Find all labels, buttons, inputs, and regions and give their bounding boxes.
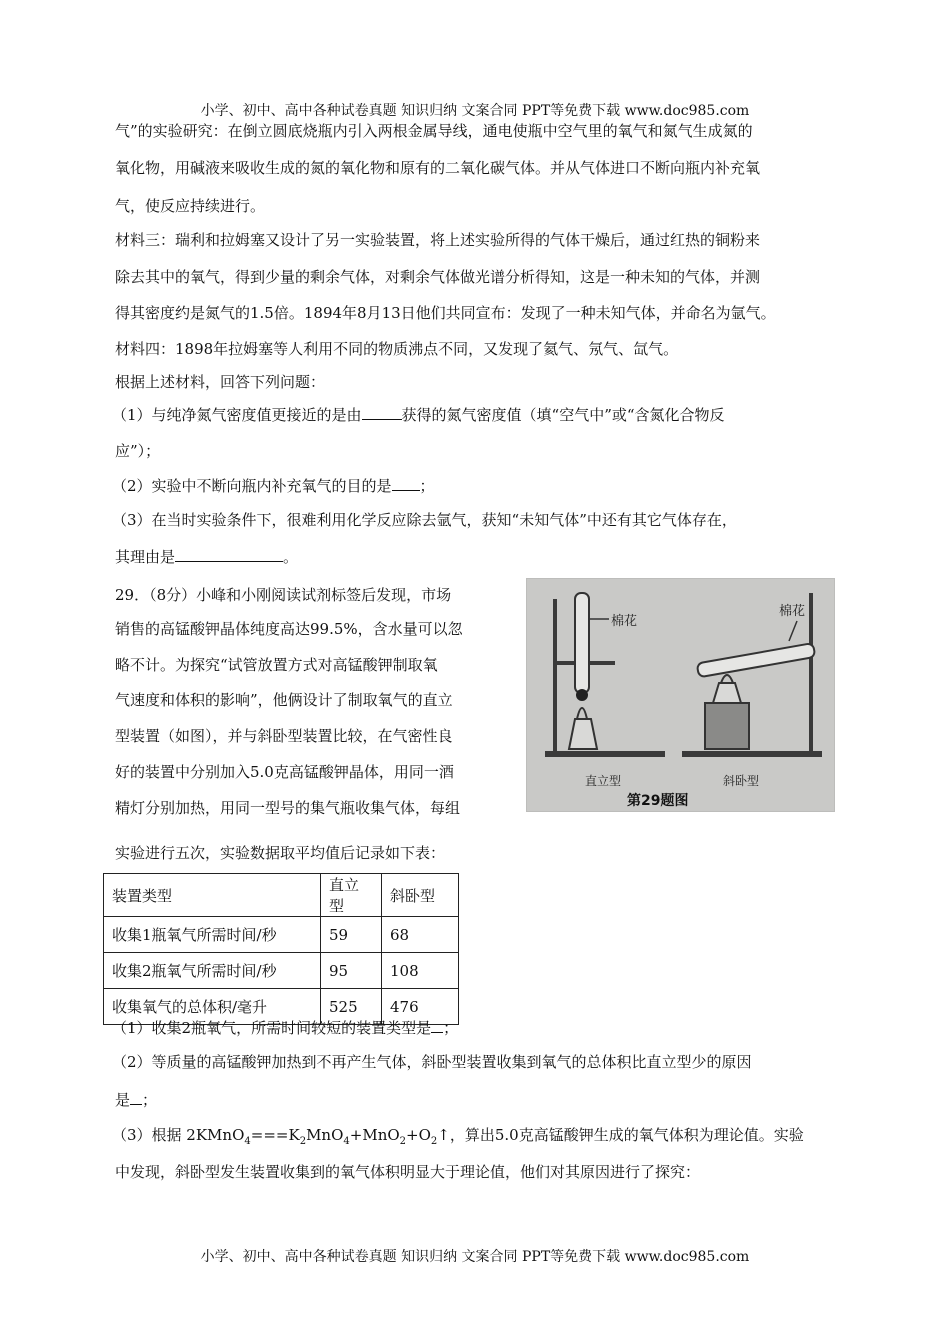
eq-sub: 2 <box>430 1136 438 1147</box>
eq-part: +MnO <box>349 1126 400 1144</box>
question-3-line1: （3）在当时实验条件下，很难利用化学反应除去氩气，获知“未知气体”中还有其它气体存在， <box>112 511 737 529</box>
p29-line7: 精灯分别加热，用同一型号的集气瓶收集气体，每组 <box>115 799 461 817</box>
p29-line1: 29．（8分）小峰和小刚阅读试剂标签后发现，市场 <box>115 586 452 604</box>
header-cell: 装置类型 <box>104 874 321 917</box>
question-1-line1 <box>112 405 725 425</box>
eq-part: MnO <box>306 1126 344 1144</box>
material2-line2: 氧化物，用碱液来吸收生成的氮的氧化物和原有的二氧化碳气体。并从气体进口不断向瓶内补充氧 <box>115 159 761 177</box>
material3-line2: 除去其中的氧气，得到少量的剩余气体，对剩余气体做光谱分析得知，这是一种未知的气体，并测 <box>115 268 761 286</box>
left-stand-base <box>545 751 665 757</box>
q29-1-text-a: （1）收集2瓶氧气，所需时间较短的装置类型是 <box>112 1019 432 1037</box>
q2-blank[interactable] <box>392 476 420 491</box>
p29-line6: 好的装置中分别加入5.0克高锰酸钾晶体，用同一酒 <box>115 763 454 781</box>
table-cell: 108 <box>382 953 459 989</box>
table-cell: 68 <box>382 917 459 953</box>
eq-part: ↑，算出5.0克高锰酸钾生成的氧气体积为理论值。实验 <box>437 1126 804 1144</box>
q3-text-b: 其理由是 <box>115 548 176 566</box>
q2-text-a: （2）实验中不断向瓶内补充氧气的目的是 <box>112 477 392 495</box>
table-cell: 收集氧气的总体积/毫升 <box>104 989 321 1025</box>
question-3-line2 <box>115 547 298 567</box>
right-flame <box>721 675 733 683</box>
right-stand-base <box>682 751 822 757</box>
q29-2-text-b: 是 <box>115 1091 131 1109</box>
table-row <box>104 917 459 953</box>
upright-label: 直立型 <box>585 774 622 788</box>
q2-text-b: ； <box>419 477 435 495</box>
header-cell: 直立型 <box>321 874 382 917</box>
results-table <box>103 873 459 1025</box>
eq-sub: 2 <box>299 1136 307 1147</box>
q29-2-text-c: ； <box>142 1091 158 1109</box>
p29-line5: 型装置（如图），并与斜卧型装置比较，在气密性良 <box>115 727 453 745</box>
page-footer: 小学、初中、高中各种试卷真题 知识归纳 文案合同 PPT等免费下载 www.doc985.com <box>200 1249 750 1265</box>
inclined-label: 斜卧型 <box>723 774 760 788</box>
cotton-pointer-right <box>789 621 797 641</box>
q1-text-a: （1）与纯净氮气密度值更接近的是由 <box>112 406 362 424</box>
question-29-1 <box>112 1018 458 1038</box>
question-29-2-line2 <box>115 1090 157 1110</box>
left-stand-rod <box>553 599 557 753</box>
p29-line2: 销售的高锰酸钾晶体纯度高达99.5%，含水量可以忽 <box>115 620 463 638</box>
questions-intro: 根据上述材料，回答下列问题： <box>115 373 326 391</box>
material2-line3: 气，使反应持续进行。 <box>115 197 266 215</box>
apparatus-illustration <box>527 579 834 811</box>
table-cell: 476 <box>382 989 459 1025</box>
material3-line1: 材料三：瑞利和拉姆塞又设计了另一实验装置，将上述实验所得的气体干燥后，通过红热的铜粉来 <box>115 231 761 249</box>
inclined-test-tube <box>697 643 816 677</box>
q3-blank[interactable] <box>175 547 283 562</box>
p29-line3: 略不计。为探究“试管放置方式对高锰酸钾制取氧 <box>115 656 438 674</box>
left-alcohol-lamp <box>569 719 597 749</box>
q29-2-blank[interactable] <box>130 1090 142 1105</box>
q29-1-blank[interactable] <box>431 1018 443 1033</box>
eq-sub: 4 <box>343 1136 350 1147</box>
right-alcohol-lamp <box>713 683 741 703</box>
tube-bottom <box>576 689 588 701</box>
question-1-line2: 应”）； <box>115 442 161 460</box>
page-header: 小学、初中、高中各种试卷真题 知识归纳 文案合同 PPT等免费下载 www.doc985.com <box>200 103 750 119</box>
q29-1-text-b: ； <box>443 1019 459 1037</box>
eq-sub: 4 <box>244 1136 251 1147</box>
question-2 <box>112 476 435 496</box>
header-cell: 斜卧型 <box>382 874 459 917</box>
cotton-label-left: 棉花 <box>611 614 638 629</box>
question-29-3-line2: 中发现，斜卧型发生装置收集到的氧气体积明显大于理论值，他们对其原因进行了探究： <box>115 1163 701 1181</box>
table-header-row <box>104 874 459 917</box>
table-cell: 95 <box>321 953 382 989</box>
lamp-block <box>705 703 749 749</box>
table-cell: 收集2瓶氧气所需时间/秒 <box>104 953 321 989</box>
material3-line3: 得其密度约是氮气的1.5倍。1894年8月13日他们共同宣布：发现了一种未知气体，并命名为氩气。 <box>115 304 776 322</box>
q1-blank[interactable] <box>362 405 402 420</box>
right-stand-rod <box>809 593 813 753</box>
apparatus-figure <box>526 578 835 812</box>
table-cell: 525 <box>321 989 382 1025</box>
eq-part: ===K <box>250 1126 300 1144</box>
q1-text-b: 获得的氮气密度值（填“空气中”或“含氮化合物反 <box>401 406 725 424</box>
figure-caption: 第29题图 <box>627 793 689 809</box>
question-29-3-line1 <box>112 1125 804 1152</box>
eq-part: +O <box>406 1126 431 1144</box>
question-29-2-line1: （2）等质量的高锰酸钾加热到不再产生气体，斜卧型装置收集到氧气的总体积比直立型少的原因 <box>112 1053 752 1071</box>
q3-text-c: 。 <box>283 548 299 566</box>
table-cell: 59 <box>321 917 382 953</box>
table-cell: 收集1瓶氧气所需时间/秒 <box>104 917 321 953</box>
material4: 材料四：1898年拉姆塞等人利用不同的物质沸点不同，又发现了氦气、氖气、氙气。 <box>115 340 679 358</box>
material2-line1: 气”的实验研究：在倒立圆底烧瓶内引入两根金属导线，通电使瓶中空气里的氧气和氮气生成氮的 <box>115 122 753 140</box>
cotton-label-right: 棉花 <box>779 604 806 619</box>
eq-sub: 2 <box>399 1136 407 1147</box>
p29-line8: 实验进行五次，实验数据取平均值后记录如下表： <box>115 844 446 862</box>
p29-line4: 气速度和体积的影响”，他俩设计了制取氧气的直立 <box>115 691 453 709</box>
eq-part: （3）根据 2KMnO <box>112 1126 245 1144</box>
table-row <box>104 953 459 989</box>
left-flame <box>577 708 587 719</box>
upright-test-tube <box>575 593 589 693</box>
